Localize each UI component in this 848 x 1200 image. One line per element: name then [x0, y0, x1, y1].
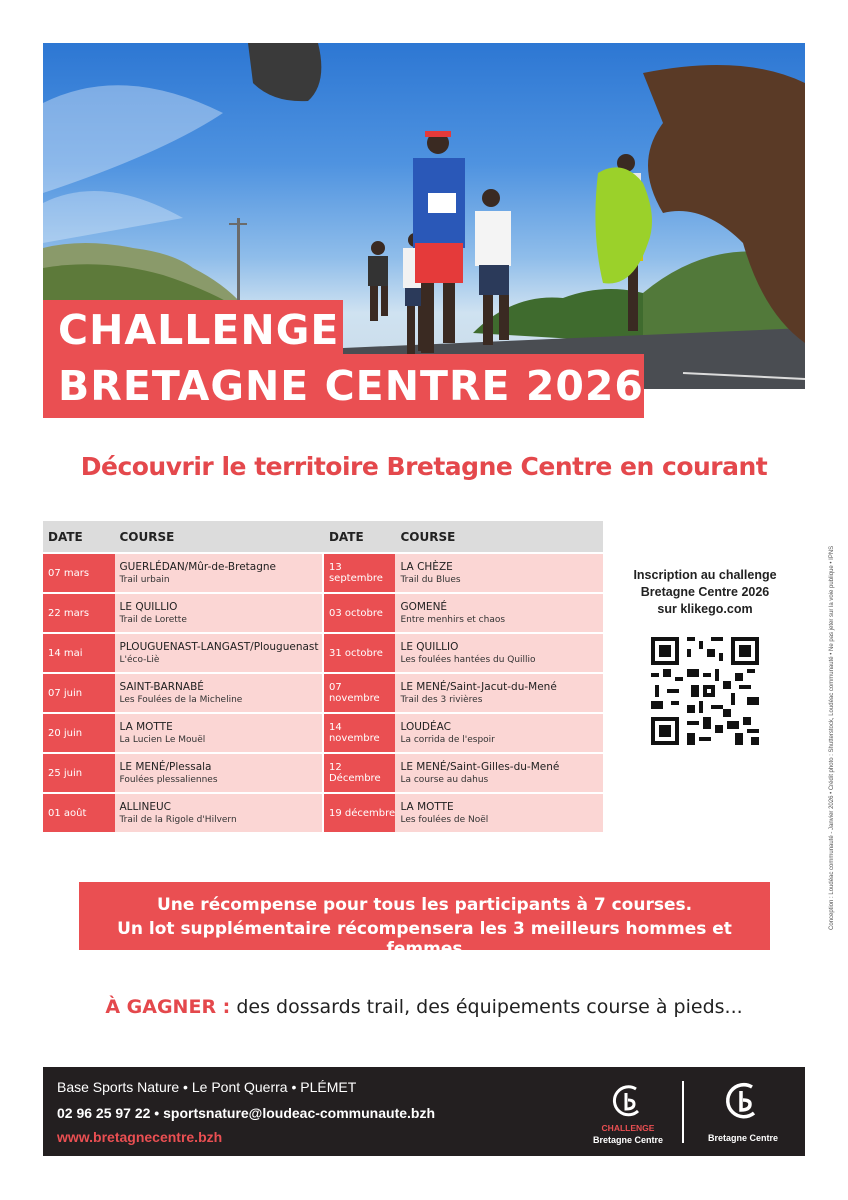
race-place: LE MENÉ/Saint-Jacut-du-Mené — [400, 680, 557, 693]
header-course-left: COURSE — [115, 521, 322, 554]
race-place: LE MENÉ/Plessala — [119, 760, 212, 773]
race-date: 14 novembre — [324, 714, 396, 754]
race-date: 25 juin — [43, 754, 115, 794]
race-cell — [115, 674, 322, 714]
credits-text: Conception : Loudéac communauté - Janvier 2026 • Crédit photo : Shutterstock, Loudéac communauté • Ne pas jeter sur la voie publique • IPNS — [829, 545, 835, 930]
race-name: La course au dahus — [400, 774, 489, 785]
qr-code-icon[interactable] — [651, 637, 759, 745]
race-name: Trail du Blues — [400, 574, 461, 585]
footer-website-link[interactable]: www.bretagnecentre.bzh — [57, 1129, 223, 1145]
reward-line-1: Une récompense pour tous les participants à 7 courses. — [156, 895, 693, 915]
race-name: Trail de la Rigole d'Hilvern — [119, 814, 237, 825]
table-row — [43, 594, 603, 634]
race-place: LA MOTTE — [119, 720, 173, 733]
subtitle: Découvrir le territoire Bretagne Centre en courant — [80, 452, 768, 481]
race-name: Les Foulées de la Micheline — [119, 694, 243, 705]
race-place: PLOUGUENAST-LANGAST/Plouguenast — [119, 640, 319, 653]
bretagne-centre-logo — [693, 1075, 793, 1151]
table-row — [43, 634, 603, 674]
race-name: L'éco-Liè — [119, 654, 160, 665]
title-line-1: CHALLENGE — [58, 306, 340, 354]
race-date: 12 Décembre — [324, 754, 396, 794]
race-cell — [395, 754, 603, 794]
race-date: 22 mars — [43, 594, 115, 634]
credits-vertical — [829, 500, 839, 930]
race-name: Les foulées hantées du Quillio — [400, 654, 536, 665]
race-place: LA CHÈZE — [400, 560, 453, 573]
prizes-label: À GAGNER : — [105, 996, 231, 1018]
race-name: La corrida de l'espoir — [400, 734, 495, 745]
race-cell — [115, 754, 322, 794]
race-place: LA MOTTE — [400, 800, 454, 813]
race-date: 01 août — [43, 794, 115, 834]
race-place: GUERLÉDAN/Mûr-de-Bretagne — [119, 560, 276, 573]
inscription-info — [615, 567, 795, 618]
race-cell — [115, 554, 322, 594]
header-date-right: DATE — [324, 521, 396, 554]
race-date: 31 octobre — [324, 634, 396, 674]
race-cell — [115, 594, 322, 634]
challenge-logo-top: CHALLENGE — [601, 1123, 655, 1133]
prizes-text — [0, 996, 848, 1018]
table-row — [43, 754, 603, 794]
challenge-logo — [583, 1075, 673, 1151]
race-name: Les foulées de Noël — [400, 814, 489, 825]
race-name: Trail de Lorette — [119, 614, 187, 625]
race-date: 03 octobre — [324, 594, 396, 634]
race-name: La Lucien Le Mouël — [119, 734, 206, 745]
race-name: Trail des 3 rivières — [400, 694, 483, 705]
race-cell — [395, 674, 603, 714]
race-cell — [115, 714, 322, 754]
race-cell — [395, 554, 603, 594]
race-cell — [115, 794, 322, 834]
race-name: Foulées plessaliennes — [119, 774, 218, 785]
race-date: 20 juin — [43, 714, 115, 754]
footer-address: Base Sports Nature • Le Pont Querra • PLÉMET — [57, 1079, 357, 1095]
logo-divider — [682, 1081, 684, 1143]
race-cell — [395, 714, 603, 754]
bretagne-centre-logo-text: Bretagne Centre — [707, 1133, 779, 1143]
table-row — [43, 794, 603, 834]
race-date: 07 juin — [43, 674, 115, 714]
race-cell — [395, 594, 603, 634]
footer-contact[interactable]: 02 96 25 97 22 • sportsnature@loudeac-communaute.bzh — [57, 1105, 436, 1121]
race-cell — [115, 634, 322, 674]
inscription-line-3[interactable]: sur klikego.com — [657, 602, 753, 616]
inscription-line-1: Inscription au challenge — [633, 568, 777, 582]
race-date: 07 mars — [43, 554, 115, 594]
title-line-2: BRETAGNE CENTRE 2026 — [58, 362, 644, 410]
race-date: 13 septembre — [324, 554, 396, 594]
reward-banner — [79, 882, 770, 959]
race-name: Entre menhirs et chaos — [400, 614, 506, 625]
reward-line-2: Un lot supplémentaire récompensera les 3 meilleurs hommes et femmes — [117, 919, 732, 959]
race-cell — [395, 794, 603, 834]
race-place: LE QUILLIO — [119, 600, 178, 613]
race-place: LOUDÉAC — [400, 720, 451, 733]
race-cell — [395, 634, 603, 674]
header-date-left: DATE — [43, 521, 115, 554]
challenge-logo-bottom: Bretagne Centre — [592, 1135, 664, 1145]
footer — [43, 1067, 805, 1156]
prizes-description: des dossards trail, des équipements course à pieds... — [230, 996, 743, 1018]
challenge-logo-icon — [608, 1081, 648, 1121]
bretagne-centre-logo-icon — [721, 1079, 765, 1123]
race-place: SAINT-BARNABÉ — [119, 680, 204, 693]
table-row — [43, 554, 603, 594]
race-date: 14 mai — [43, 634, 115, 674]
race-date: 19 décembre — [324, 794, 396, 834]
race-place: LE MENÉ/Saint-Gilles-du-Mené — [400, 760, 560, 773]
race-place: GOMENÉ — [400, 600, 448, 613]
race-date: 07 novembre — [324, 674, 396, 714]
race-place: ALLINEUC — [119, 800, 171, 813]
table-header-row — [43, 521, 603, 554]
header-course-right: COURSE — [395, 521, 603, 554]
race-place: LE QUILLIO — [400, 640, 459, 653]
table-row — [43, 714, 603, 754]
schedule-table — [43, 521, 603, 834]
race-name: Trail urbain — [119, 574, 170, 585]
table-row — [43, 674, 603, 714]
inscription-line-2: Bretagne Centre 2026 — [640, 585, 770, 599]
